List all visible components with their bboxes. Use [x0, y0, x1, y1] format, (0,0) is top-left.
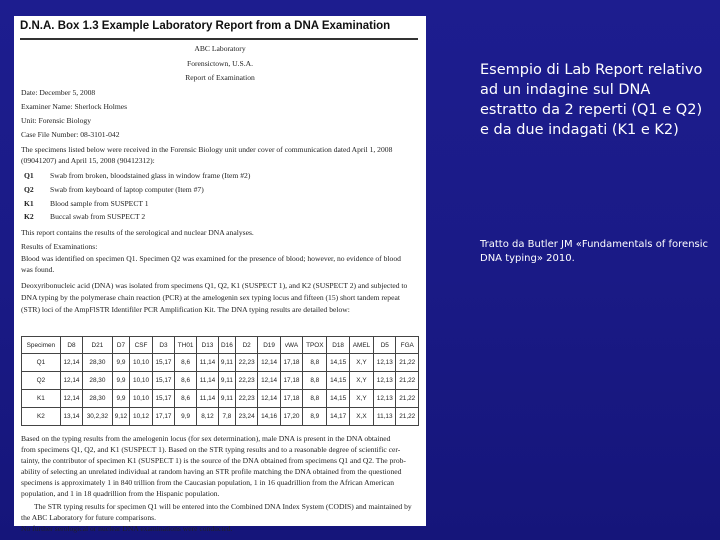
- table-cell: 11,13: [374, 408, 396, 426]
- table-cell: 8,6: [175, 354, 197, 372]
- table-row: [22, 408, 419, 426]
- table-cell: 21,22: [396, 408, 419, 426]
- table-cell: X,Y: [349, 354, 373, 372]
- specimen-code: K1: [24, 199, 34, 208]
- table-cell: 15,17: [152, 372, 174, 390]
- intro-text: (09041207) and April 15, 2008 (90412312):: [21, 156, 155, 165]
- table-cell: 12,13: [374, 390, 396, 408]
- table-cell: 9,9: [112, 372, 130, 390]
- specimen-code: Q1: [24, 171, 34, 180]
- table-cell: 12,13: [374, 372, 396, 390]
- table-header-cell: D8: [60, 337, 82, 354]
- table-cell: 14,15: [327, 390, 349, 408]
- table-cell: 30,2,32: [83, 408, 112, 426]
- table-cell: Q2: [22, 372, 61, 390]
- table-header-cell: CSF: [130, 337, 152, 354]
- table-cell: 10,10: [130, 372, 152, 390]
- table-cell: 9,11: [218, 372, 235, 390]
- table-cell: 10,10: [130, 354, 152, 372]
- blood-result-text: was found.: [21, 265, 55, 274]
- lab-city: Forensictown, U.S.A.: [186, 59, 254, 68]
- table-cell: 12,14: [60, 354, 82, 372]
- table-cell: 9,9: [112, 354, 130, 372]
- table-cell: 8,8: [303, 390, 327, 408]
- table-cell: 9,9: [175, 408, 197, 426]
- table-header-cell: D21: [83, 337, 112, 354]
- report-contents-text: This report contains the results of the serological and nuclear DNA analyses.: [21, 228, 254, 237]
- lab-report-image: [14, 16, 426, 533]
- table-header-cell: FGA: [396, 337, 419, 354]
- table-header-cell: TH01: [175, 337, 197, 354]
- title-divider: [20, 38, 418, 40]
- table-cell: 7,8: [218, 408, 235, 426]
- table-header-cell: Specimen: [22, 337, 61, 354]
- specimen-description: Buccal swab from SUSPECT 2: [50, 212, 146, 221]
- examiner-name: Examiner Name: Sherlock Holmes: [21, 102, 128, 111]
- conclusion-text: tainty, the contributor of specimen K1 (SUSPECT 1) is the source of the DNA obtained from specimens Q1 and Q2. The prob-: [21, 456, 406, 465]
- table-cell: X,X: [349, 408, 373, 426]
- table-cell: 28,30: [83, 372, 112, 390]
- table-header-cell: D7: [112, 337, 130, 354]
- table-header-cell: D2: [235, 337, 257, 354]
- table-cell: 22,23: [235, 372, 257, 390]
- table-header-cell: D5: [374, 337, 396, 354]
- table-cell: 8,6: [175, 372, 197, 390]
- dna-method-text: (STR) loci of the AmpFlSTR Identifiler PCR Amplification Kit. The DNA typing results are detailed below:: [21, 305, 350, 314]
- table-cell: 21,22: [396, 390, 419, 408]
- table-cell: 14,16: [258, 408, 280, 426]
- table-cell: 8,6: [175, 390, 197, 408]
- table-cell: 8,8: [303, 372, 327, 390]
- table-header-cell: AMEL: [349, 337, 373, 354]
- table-cell: 8,9: [303, 408, 327, 426]
- table-cell: K2: [22, 408, 61, 426]
- table-cell: Q1: [22, 354, 61, 372]
- table-cell: 11,14: [197, 372, 219, 390]
- table-cell: X,Y: [349, 372, 373, 390]
- intro-text: The specimens listed below were received in the Forensic Biology unit under cover of communication dated April 1, 2008: [21, 145, 393, 154]
- table-cell: 11,14: [197, 390, 219, 408]
- table-cell: 9,11: [218, 390, 235, 408]
- dna-method-text: Deoxyribonucleic acid (DNA) was isolated from specimens Q1, Q2, K1 (SUSPECT 1), and K2 (SUSPECT 2) and subjected to: [21, 281, 408, 290]
- final-statement: No further serological or nuclear DNA examinations were conducted.: [21, 524, 233, 533]
- table-header-cell: vWA: [280, 337, 302, 354]
- table-cell: 10,10: [130, 390, 152, 408]
- table-cell: 22,23: [235, 390, 257, 408]
- table-cell: 14,17: [327, 408, 349, 426]
- report-heading: Report of Examination: [185, 73, 255, 82]
- table-cell: 15,17: [152, 390, 174, 408]
- conclusion-text: Based on the typing results from the amelogenin locus (for sex determination), male DNA is present in the DNA obtained: [21, 434, 391, 443]
- table-row: [22, 390, 419, 408]
- table-cell: 17,18: [280, 372, 302, 390]
- table-cell: 12,14: [258, 390, 280, 408]
- table-cell: K1: [22, 390, 61, 408]
- table-header-cell: TPOX: [303, 337, 327, 354]
- table-cell: 9,11: [218, 354, 235, 372]
- table-cell: 12,14: [258, 354, 280, 372]
- table-row: [22, 372, 419, 390]
- table-cell: 8,8: [303, 354, 327, 372]
- table-cell: 12,13: [374, 354, 396, 372]
- table-cell: 12,14: [258, 372, 280, 390]
- table-row: [22, 354, 419, 372]
- table-cell: 17,18: [280, 390, 302, 408]
- table-cell: 17,17: [152, 408, 174, 426]
- specimen-description: Swab from keyboard of laptop computer (Item #7): [50, 185, 204, 194]
- source-citation: Tratto da Butler JM «Fundamentals of forensic DNA typing» 2010.: [480, 239, 709, 264]
- table-cell: 17,20: [280, 408, 302, 426]
- table-cell: 14,15: [327, 354, 349, 372]
- table-cell: 10,12: [130, 408, 152, 426]
- results-heading: Results of Examinations:: [21, 242, 98, 251]
- table-cell: 14,15: [327, 372, 349, 390]
- str-typing-table: [21, 336, 419, 426]
- table-cell: 23,24: [235, 408, 257, 426]
- table-header-cell: D3: [152, 337, 174, 354]
- table-cell: 9,12: [112, 408, 130, 426]
- table-cell: 21,22: [396, 372, 419, 390]
- dna-method-text: DNA typing by the polymerase chain reaction (PCR) at the amelogenin sex typing locus and fifteen (15) short tandem repeat: [21, 293, 400, 302]
- table-cell: 11,14: [197, 354, 219, 372]
- table-header-cell: D18: [327, 337, 349, 354]
- table-cell: 21,22: [396, 354, 419, 372]
- conclusion-text: from specimens Q1, Q2, and K1 (SUSPECT 1). Based on the STR typing results and to a reasonable degree of scientific cer-: [21, 445, 401, 454]
- lab-name: ABC Laboratory: [194, 44, 246, 53]
- table-cell: 9,9: [112, 390, 130, 408]
- table-cell: 12,14: [60, 390, 82, 408]
- table-cell: 12,14: [60, 372, 82, 390]
- report-date: Date: December 5, 2008: [21, 88, 96, 97]
- table-header-row: [22, 337, 419, 354]
- specimen-description: Blood sample from SUSPECT 1: [50, 199, 149, 208]
- table-cell: X,Y: [349, 390, 373, 408]
- specimen-code: Q2: [24, 185, 34, 194]
- table-cell: 15,17: [152, 354, 174, 372]
- codis-text: the ABC Laboratory for future comparisons.: [21, 513, 156, 522]
- table-header-cell: D19: [258, 337, 280, 354]
- unit-name: Unit: Forensic Biology: [21, 116, 92, 125]
- table-cell: 8,12: [197, 408, 219, 426]
- conclusion-text: ability of selecting an unrelated individual at random having an STR profile matching the DNA obtained from the questioned: [21, 467, 402, 476]
- conclusion-text: specimens is approximately 1 in 840 trillion from the Caucasian population, 1 in 16 quadrillion from the African American: [21, 478, 395, 487]
- report-title: D.N.A. Box 1.3 Example Laboratory Report from a DNA Examination: [20, 20, 391, 32]
- table-cell: 17,18: [280, 354, 302, 372]
- table-cell: 22,23: [235, 354, 257, 372]
- table-cell: 28,30: [83, 354, 112, 372]
- slide-description: Esempio di Lab Report relativo ad un indagine sul DNA estratto da 2 reperti (Q1 e Q2) e da due indagati (K1 e K2): [480, 62, 703, 138]
- table-cell: 13,14: [60, 408, 82, 426]
- table-header-cell: D16: [218, 337, 235, 354]
- specimen-code: K2: [24, 212, 34, 221]
- table-cell: 28,30: [83, 390, 112, 408]
- conclusion-text: population, and 1 in 18 quadrillion from the Hispanic population.: [21, 489, 220, 498]
- blood-result-text: Blood was identified on specimen Q1. Specimen Q2 was examined for the presence of blood; however, no evidence of blood: [21, 254, 401, 263]
- specimen-description: Swab from broken, bloodstained glass in window frame (Item #2): [50, 171, 251, 180]
- table-header-cell: D13: [197, 337, 219, 354]
- case-number: Case File Number: 08-3101-042: [21, 130, 120, 139]
- codis-text: The STR typing results for specimen Q1 will be entered into the Combined DNA Index System (CODIS) and maintained by: [34, 502, 412, 511]
